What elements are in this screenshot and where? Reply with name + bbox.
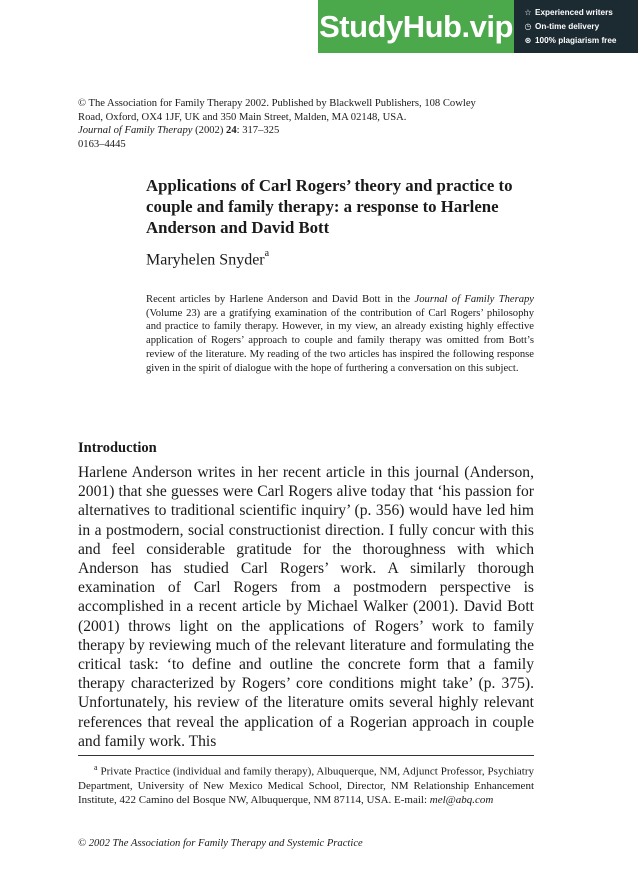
body-paragraph: Harlene Anderson writes in her recent article in this journal (Anderson, 2001) that she guesses were Carl Rogers alive today that ‘his passion for alternatives to traditional scientific inquiry’ (p. 356) would have led him in a postmodern, social constructionist direction. I fully concur with this and feel considerable gratitude for the thoroughness with which Anderson has studied Carl Rogers’ work. A similarly thorough examination of Carl Rogers from a postmodern perspective is accomplished in a recent article by Michael Walker (2001). David Bott (2001) throws light on the applications of Rogers’ work to family therapy by reviewing much of the relevant literature and formulating the critical task: ‘to define and outline the concrete form that a family therapy characterized by Rogers’ core conditions might take’ (p. 375). Unfortunately, his review of the literature omits several highly relevant references that reveal the application of a Rogerian approach in couple and family work. This <box>78 464 534 750</box>
pubinfo-line: © The Association for Family Therapy 2002. Published by Blackwell Publishers, 108 Cowley <box>78 98 476 109</box>
citation-year: (2002) <box>192 125 227 137</box>
footnote-email: mel@abq.com <box>429 794 494 807</box>
banner-features <box>514 0 638 53</box>
issn: 0163–4445 <box>78 138 126 150</box>
section-heading: Introduction <box>78 440 157 456</box>
feature-item <box>524 34 638 48</box>
feature-label: Experienced writers <box>535 8 613 17</box>
footnote-mark: a <box>94 763 98 772</box>
citation-pages: : 317–325 <box>236 125 280 137</box>
clock-icon: ◷ <box>524 22 532 31</box>
pubinfo-line: Road, Oxford, OX4 1JF, UK and 350 Main Street, Malden, MA 02148, USA. <box>78 111 407 123</box>
article-title: Applications of Carl Rogers’ theory and practice to couple and family therapy: a response to Harlene Anderson and David Bott <box>146 176 513 237</box>
footnote-divider <box>78 755 534 756</box>
journal-name: Journal of Family Therapy <box>78 125 193 137</box>
footnote <box>78 761 534 808</box>
abstract-text: Recent articles by Harlene Anderson and David Bott in the <box>146 294 415 305</box>
page-footer <box>78 838 363 849</box>
author-footnote-mark: a <box>264 248 270 259</box>
feature-label: On-time delivery <box>535 22 600 31</box>
badge-icon: ⊛ <box>524 36 532 45</box>
footnote-text: Private Practice (individual and family therapy), Albuquerque, NM, Adjunct Professor, Psychiatry Department, University of New Mexico Medical School, Director, NM Relationship Enhancement Institute, 422 Camino del Bosque NW, Albuquerque, NM 87114, USA. E-mail: <box>78 765 534 807</box>
abstract <box>146 293 534 375</box>
publication-info <box>78 97 540 151</box>
abstract-text: (Volume 23) are a gratifying examination of the contribution of Carl Rogers’ philosophy and practice to family therapy. However, in my view, an already existing highly effective application of Rogers’ approach to couple and family therapy was omitted from Bott’s review of the literature. My reading of the two articles has inspired the following response given in the spirit of dialogue with the hope of furthering a conversation on this subject. <box>146 307 534 374</box>
feature-item <box>524 6 638 20</box>
ad-banner[interactable] <box>318 0 638 53</box>
citation-line <box>78 124 540 138</box>
studyhub-logo[interactable]: StudyHub.vip <box>318 0 514 53</box>
feature-item <box>524 20 638 34</box>
star-icon: ☆ <box>524 8 532 17</box>
footer-text: © 2002 The Association for Family Therapy and Systemic Practice <box>78 838 363 849</box>
citation-volume: 24 <box>226 125 237 137</box>
author-text: Maryhelen Snyder <box>146 251 265 269</box>
author-name <box>146 250 269 269</box>
abstract-journal: Journal of Family Therapy <box>414 294 534 305</box>
feature-label: 100% plagiarism free <box>535 36 617 45</box>
